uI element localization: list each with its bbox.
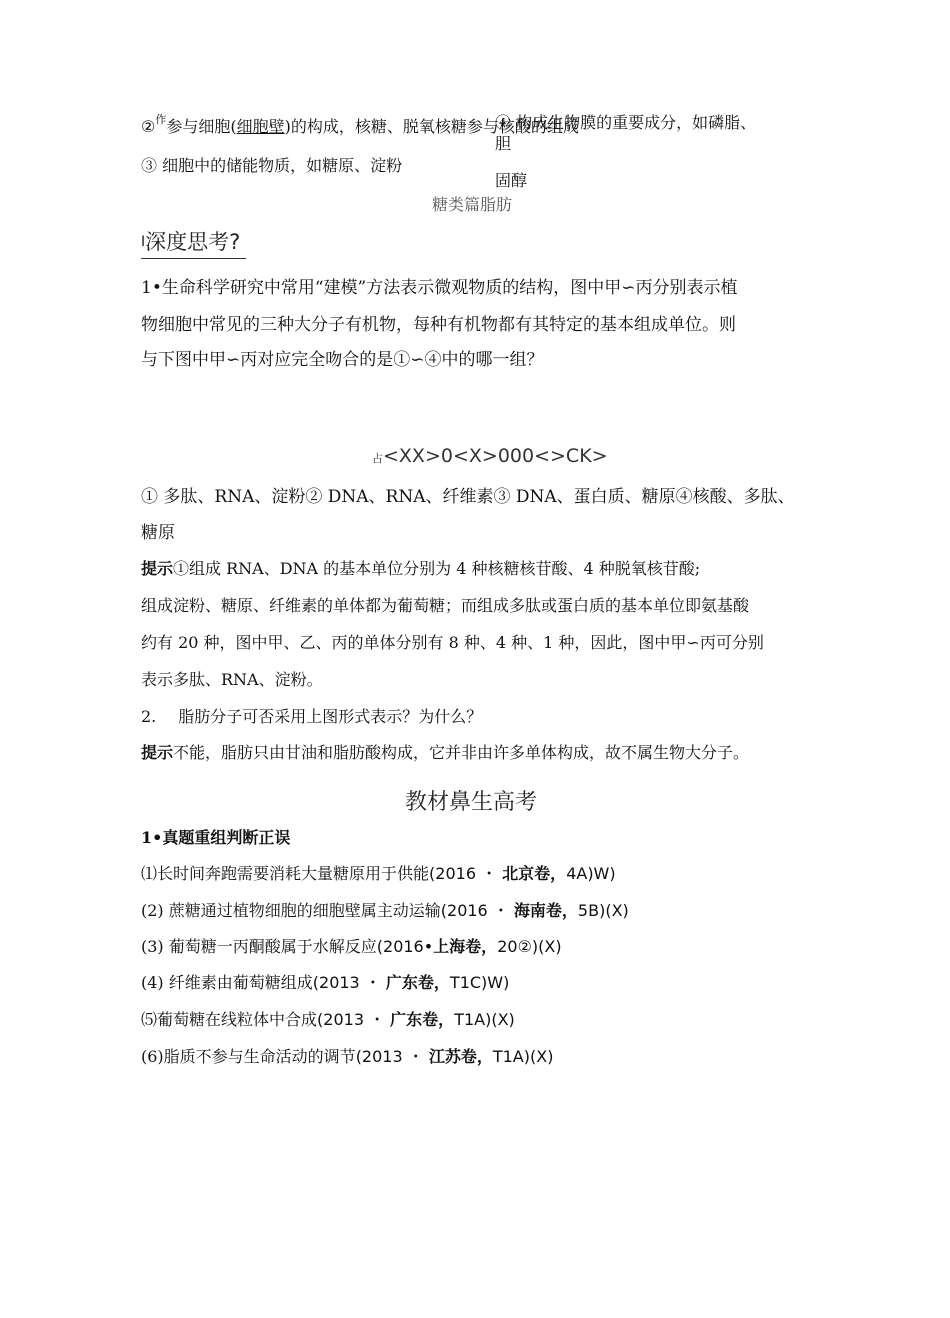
q1-hint-line3: 约有 20 种，图中甲、乙、丙的单体分别有 8 种、4 种、1 种，因此，图中甲∽丙可分别: [141, 633, 764, 652]
q1-line3: 与下图中甲∽丙对应完全吻合的是①∽④中的哪一组？: [141, 350, 544, 370]
exam-item-text: 葡萄糖在线粒体中合成: [157, 1010, 318, 1029]
top-left-line2: ③ 细胞中的储能物质，如糖原、淀粉: [141, 156, 403, 175]
exam-item-number: (2): [141, 901, 169, 920]
exam-item-text: 脂质不参与生命活动的调节: [163, 1047, 356, 1066]
center-caption: 糖类篇脂肪: [432, 195, 513, 214]
exam-item: [141, 898, 629, 921]
q2-number: 2.: [141, 707, 157, 726]
exam-item: [141, 861, 616, 884]
exam-subheading: 1•真题重组判断正误: [141, 828, 291, 847]
exam-item-source-a: (2013 ・: [312, 973, 386, 992]
exam-item-source-a: (2013 ・: [355, 1047, 429, 1066]
q2-question: 脂肪分子可否采用上图形式表示？为什么？: [178, 707, 483, 726]
exam-item: [141, 1044, 553, 1067]
exam-item-source-a: (2016 ・: [429, 864, 503, 883]
exam-item-source-a: (2016•: [376, 937, 434, 956]
exam-item-text: 纤维素由葡萄糖组成: [168, 973, 313, 992]
exam-item-source-b: 江苏卷，: [428, 1047, 493, 1066]
exam-item-source-c: T1A)(X): [492, 1047, 554, 1066]
exam-item: [141, 970, 509, 993]
q1-hint-line4: 表示多肽、RNA、淀粉。: [141, 670, 323, 689]
exam-item: [141, 1007, 515, 1030]
exam-item-text: 葡萄糖一丙酮酸属于水解反应: [168, 937, 377, 956]
q1-options-line2: 糖原: [141, 523, 175, 543]
exam-item-source-b: 海南卷，: [513, 901, 578, 920]
q2-line: [141, 704, 482, 727]
exam-item-source-c: T1A)(X): [454, 1010, 515, 1029]
exam-item-number: ⑴: [141, 864, 158, 883]
section-heading-deep: I深度思考?: [141, 229, 246, 259]
hint-label: 提示: [141, 743, 174, 762]
exam-item-source-a: (2016 ・: [440, 901, 514, 920]
section-heading-exam: 教材鼻生高考: [405, 790, 538, 815]
heading-bar-mark: I: [141, 234, 146, 250]
exam-item-source-b: 上海卷，: [433, 937, 498, 956]
exam-item-number: ⑸: [141, 1010, 158, 1029]
figure-prefix: 占: [372, 452, 383, 465]
exam-item: [141, 934, 562, 957]
q2-answer: 提示不能，脂肪只由甘油和脂肪酸构成，它并非由许多单体构成，故不属生物大分子。: [141, 743, 750, 762]
exam-item-number: (3): [141, 937, 169, 956]
circled-number: ②: [141, 117, 156, 136]
q1-line2: 物细胞中常见的三种大分子有机物，每种有机物都有其特定的基本组成单位。则: [141, 315, 736, 335]
hint-label: 提示: [141, 559, 174, 578]
q1-options-line1: ① 多肽、RNA、淀粉② DNA、RNA、纤维素③ DNA、蛋白质、糖原④核酸、多肽、: [141, 487, 795, 507]
exam-item-source-c: 20②)(X): [497, 937, 562, 956]
exam-item-text: 长时间奔跑需要消耗大量糖原用于供能: [157, 864, 430, 883]
exam-item-source-c: T1C)W): [449, 973, 510, 992]
molecule-figure: [372, 445, 608, 467]
exam-item-text: 蔗糖通过植物细胞的细胞壁属主动运输: [168, 901, 441, 920]
q1-line1: 1•生命科学研究中常用“建模”方法表示微观物质的结构，图中甲∽丙分别表示植: [141, 278, 738, 298]
exam-item-source-b: 北京卷，: [502, 864, 567, 883]
top-right-line3: 固醇: [495, 171, 528, 190]
small-char: 作: [155, 113, 167, 126]
exam-item-number: (4): [141, 973, 169, 992]
underlined-term: 细胞壁: [236, 117, 285, 136]
q1-hint-line2: 组成淀粉、糖原、纤维素的单体都为葡萄糖；而组成多肽或蛋白质的基本单位即氨基酸: [141, 596, 750, 615]
exam-item-source-b: 广东卷，: [390, 1010, 455, 1029]
exam-item-source-c: 4A)W): [566, 864, 616, 883]
top-right-line2: 胆: [495, 134, 512, 153]
exam-item-source-a: (2013 ・: [317, 1010, 391, 1029]
top-right-line1: ④ 构成生物膜的重要成分，如磷脂、: [495, 113, 757, 132]
figure-chain: <XX>0<X>000<>CK>: [383, 445, 608, 467]
exam-item-source-c: 5B)(X): [577, 901, 629, 920]
top-left-line1: ②$^作$参与细胞(细胞壁)的构成，核糖、脱氧核糖参与核酸的组成: [141, 113, 579, 136]
exam-item-source-b: 广东卷，: [385, 973, 450, 992]
q1-hint-line1: 提示①组成 RNA、DNA 的基本单位分别为 4 种核糖核苷酸、4 种脱氧核苷酸;: [141, 559, 701, 578]
exam-item-number: (6): [141, 1047, 164, 1066]
